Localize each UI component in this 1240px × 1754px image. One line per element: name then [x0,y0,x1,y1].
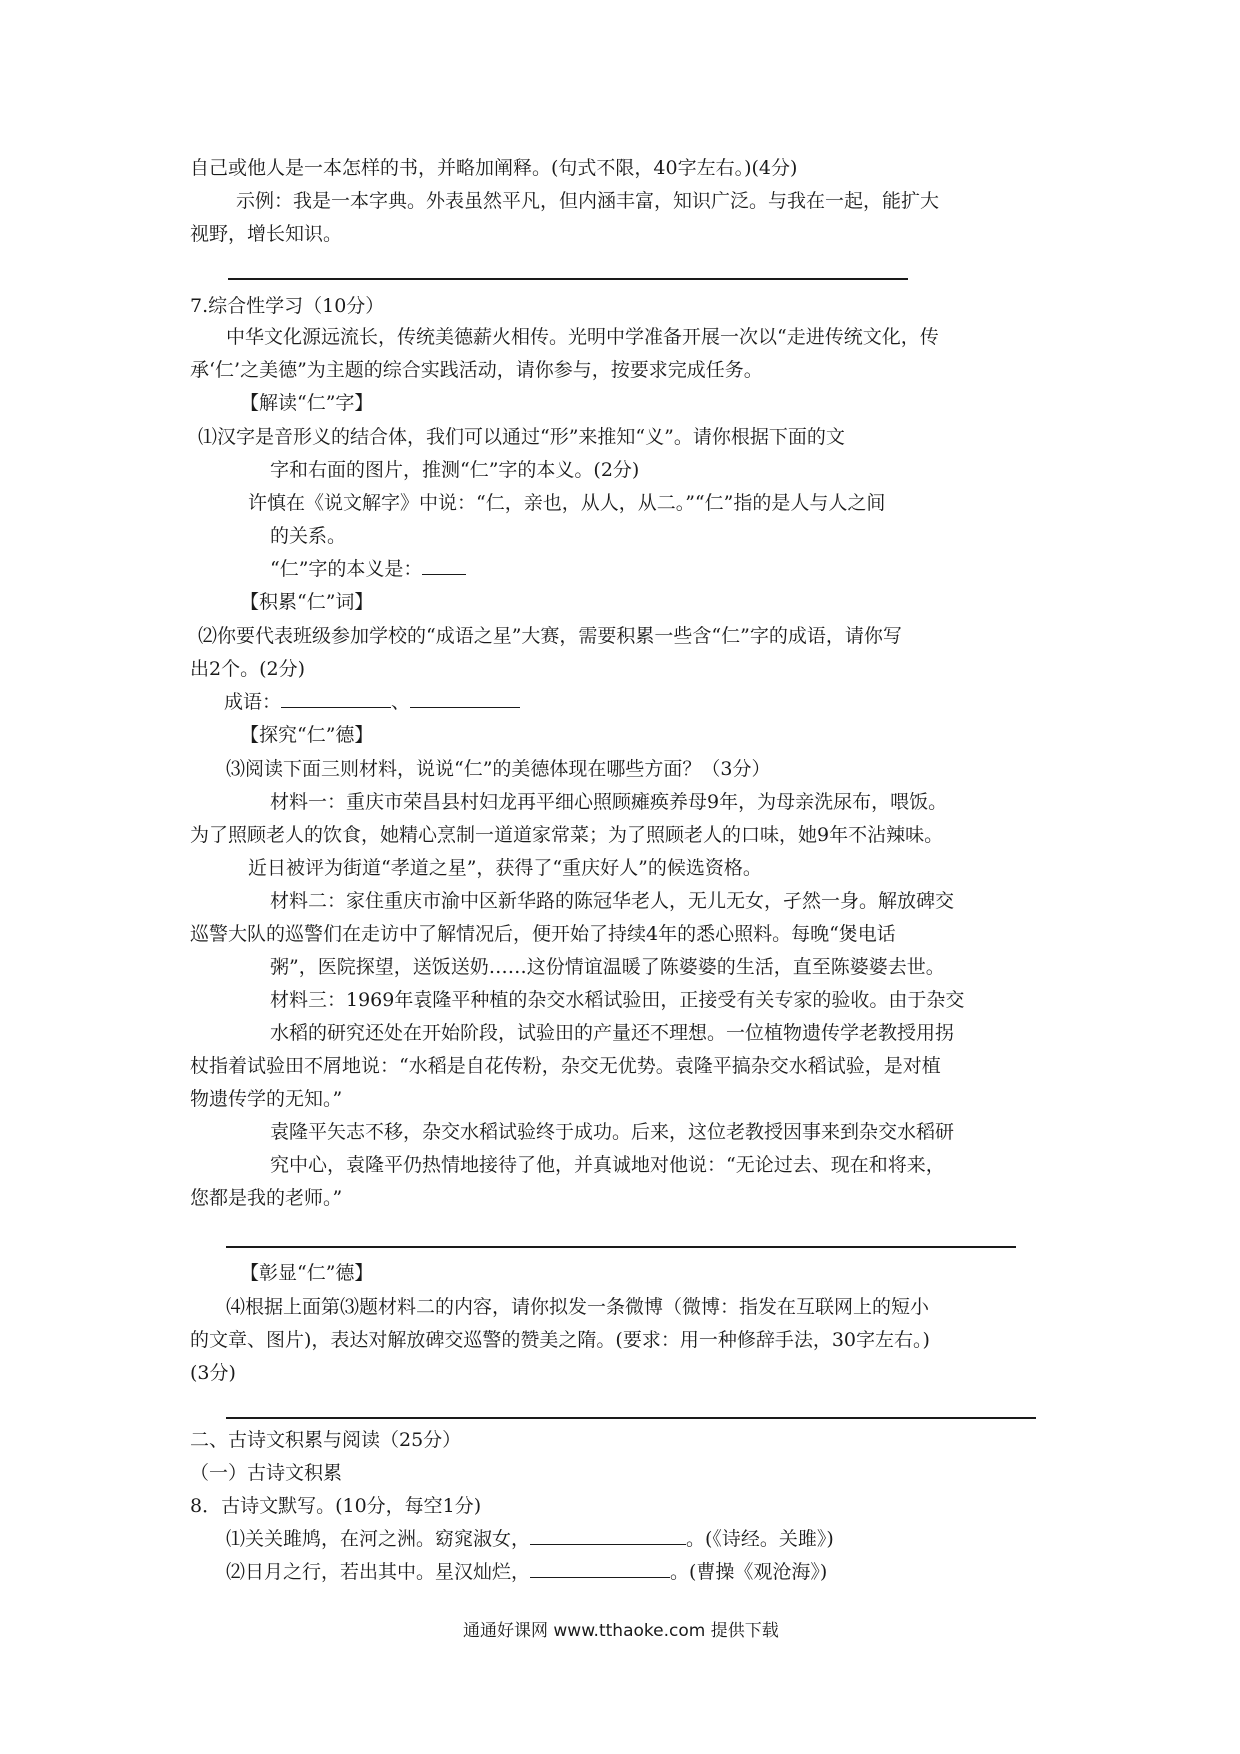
material2-line3: 粥”，医院探望，送饭送奶……这份情谊温暖了陈婆婆的生活，直至陈婆婆去世。 [270,956,945,978]
material1-line1: 材料一：重庆市荣昌县村妇龙再平细心照顾瘫痪养母9年，为母亲洗尿布，喂饭。 [270,791,948,813]
material3-line6: 究中心，袁隆平仍热情地接待了他，并真诚地对他说：“无论过去、现在和将来， [270,1154,945,1176]
answer-blank[interactable] [281,689,391,708]
material3-line7: 您都是我的老师。” [190,1187,343,1209]
part3-question: ⑶阅读下面三则材料，说说“仁”的美德体现在哪些方面？（3分） [226,758,771,780]
part2-line2: 出2个。(2分) [190,658,306,680]
part1-answer [270,556,466,582]
part1-line2: 字和右面的图片，推测“仁”字的本义。(2分) [270,459,640,481]
part2-line1: ⑵你要代表班级参加学校的“成语之星”大赛，需要积累一些含“仁”字的成语，请你写 [198,625,902,647]
section2-subtitle: （一）古诗文积累 [190,1462,343,1484]
part1-line1: ⑴汉字是音形义的结合体，我们可以通过“形”来推知“义”。请你根据下面的文 [198,426,845,448]
q8-item2-text: ⑵日月之行，若出其中。星汉灿烂， [226,1561,531,1583]
q7-title: 7.综合性学习（10分） [190,295,385,317]
q8-item2 [226,1559,827,1585]
part1-answer-label: “仁”字的本义是： [270,558,423,580]
part3-heading: 【探究“仁”德】 [240,724,374,746]
material3-line5: 袁隆平矢志不移，杂交水稻试验终于成功。后来，这位老教授因事来到杂交水稻研 [270,1121,955,1143]
q8-title: 8．古诗文默写。(10分，每空1分) [190,1495,482,1517]
part4-line2: 的文章、图片)，表达对解放碑交巡警的赞美之隋。(要求：用一种修辞手法，30字左右。) [190,1329,930,1351]
part1-heading: 【解读“仁”字】 [240,392,374,414]
part1-quote-line2: 的关系。 [270,525,347,547]
material2-line2: 巡警大队的巡警们在走访中了解情况后，便开始了持续4年的悉心照料。每晚“煲电话 [190,923,896,945]
material2-line1: 材料二：家住重庆市渝中区新华路的陈冠华老人，无儿无女，孑然一身。解放碑交 [270,890,955,912]
footer-text: 通通好课网 www.tthaoke.com 提供下载 [463,1621,779,1641]
part4-line3: (3分) [190,1362,236,1384]
material3-line2: 水稻的研究还处在开始阶段，试验田的产量还不理想。一位植物遗传学老教授用拐 [270,1022,955,1044]
part4-heading: 【彰显“仁”德】 [240,1262,374,1284]
q7-intro-line2: 承‘仁’之美德”为主题的综合实践活动，请你参与，按要求完成任务。 [190,359,763,381]
q8-item1-source: 。(《诗经。关雎》) [686,1528,834,1550]
part2-heading: 【积累“仁”词】 [240,591,374,613]
q6-example-line2: 视野，增长知识。 [190,223,343,245]
answer-line [226,1417,1036,1419]
material1-line2: 为了照顾老人的饮食，她精心烹制一道道家常菜；为了照顾老人的口味，她9年不沾辣味。 [190,824,944,846]
part2-answer-label: 成语： [224,691,282,713]
q7-intro-line1: 中华文化源远流长，传统美德薪火相传。光明中学准备开展一次以“走进传统文化，传 [226,326,939,348]
section2-title: 二、古诗文积累与阅读（25分） [190,1429,462,1451]
answer-blank[interactable] [410,689,520,708]
part1-quote-line1: 许慎在《说文解字》中说：“仁，亲也，从人，从二。”“仁”指的是人与人之间 [248,492,886,514]
q6-example-line1: 示例：我是一本字典。外表虽然平凡，但内涵丰富，知识广泛。与我在一起，能扩大 [236,190,940,212]
material3-line4: 物遗传学的无知。” [190,1088,343,1110]
q6-prompt-tail: 自己或他人是一本怎样的书，并略加阐释。(句式不限，40字左右。)(4分) [190,157,798,179]
material3-line3: 杖指着试验田不屑地说：“水稻是自花传粉，杂交无优势。袁隆平搞杂交水稻试验，是对植 [190,1055,941,1077]
answer-line [228,278,908,280]
part4-line1: ⑷根据上面第⑶题材料二的内容，请你拟发一条微博（微博：指发在互联网上的短小 [226,1296,930,1318]
answer-blank[interactable] [422,556,466,575]
part2-answer [224,689,520,715]
q8-item2-source: 。(曹操《观沧海》) [670,1561,828,1583]
q8-item1 [226,1526,834,1552]
material3-line1: 材料三：1969年袁隆平种植的杂交水稻试验田，正接受有关专家的验收。由于杂交 [270,989,965,1011]
answer-separator: 、 [391,691,411,713]
answer-blank[interactable] [530,1526,686,1545]
answer-line [226,1246,1016,1248]
q8-item1-text: ⑴关关雎鸠，在河之洲。窈窕淑女， [226,1528,531,1550]
answer-blank[interactable] [530,1559,670,1578]
material1-line3: 近日被评为街道“孝道之星”，获得了“重庆好人”的候选资格。 [248,857,762,879]
